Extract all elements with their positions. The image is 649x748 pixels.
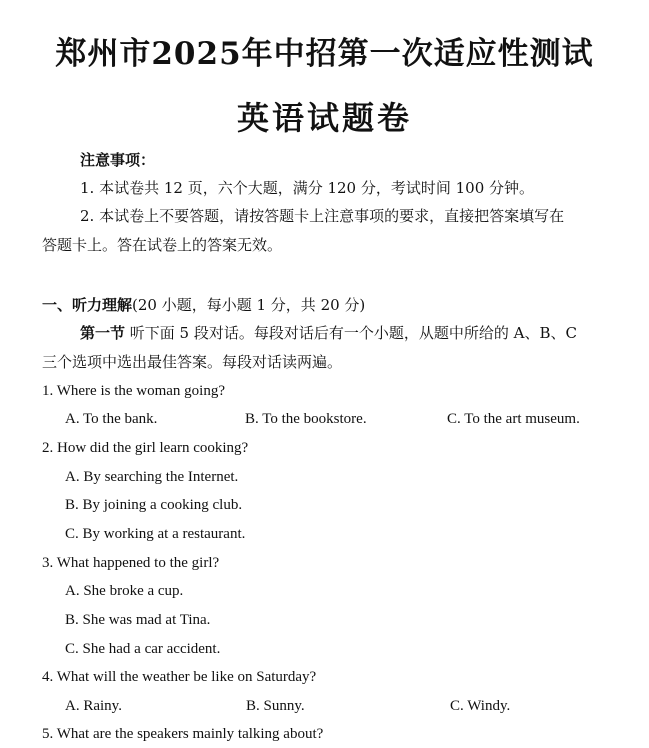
section-1-title: 一、听力理解	[42, 296, 133, 314]
question-4-option-c: C. Windy.	[450, 698, 511, 714]
exam-subtitle: 英语试题卷	[236, 99, 412, 137]
part-1-instruction-line-1	[80, 323, 577, 343]
question-4-option-a: A. Rainy.	[65, 698, 122, 714]
question-3: 3. What happened to the girl?	[42, 555, 220, 571]
exam-title: 郑州市2025年中招第一次适应性测试	[55, 36, 594, 72]
part-1-instruction-line-2: 三个选项中选出最佳答案。每段对话读两遍。	[42, 353, 343, 371]
section-1-scoring: (20 小题，每小题 1 分，共 20 分)	[132, 296, 366, 314]
notice-item-2-line-2: 答题卡上。答在试卷上的答案无效。	[42, 236, 283, 254]
question-1-option-c: C. To the art museum.	[447, 411, 580, 427]
question-2: 2. How did the girl learn cooking?	[42, 440, 249, 456]
question-1-option-a: A. To the bank.	[65, 411, 158, 427]
question-3-option-c: C. She had a car accident.	[65, 641, 221, 657]
question-3-option-a: A. She broke a cup.	[65, 583, 184, 599]
part-1-label: 第一节	[80, 324, 126, 342]
question-3-option-b: B. She was mad at Tina.	[65, 612, 211, 628]
section-1-heading	[42, 295, 365, 315]
question-5: 5. What are the speakers mainly talking about?	[42, 726, 324, 742]
part-1-instruction-text: 听下面 5 段对话。每段对话后有一个小题，从题中所给的 A、B、C	[125, 324, 577, 342]
notice-heading: 注意事项：	[80, 151, 156, 169]
question-4: 4. What will the weather be like on Saturday?	[42, 669, 317, 685]
question-1: 1. Where is the woman going?	[42, 383, 226, 399]
question-4-option-b: B. Sunny.	[246, 698, 305, 714]
notice-item-2-line-1: 2. 本试卷上不要答题，请按答题卡上注意事项的要求，直接把答案填写在	[80, 207, 565, 225]
question-2-option-c: C. By working at a restaurant.	[65, 526, 246, 542]
question-2-option-a: A. By searching the Internet.	[65, 469, 239, 485]
question-1-option-b: B. To the bookstore.	[245, 411, 367, 427]
notice-item-1: 1. 本试卷共 12 页，六个大题，满分 120 分，考试时间 100 分钟。	[80, 179, 535, 197]
question-2-option-b: B. By joining a cooking club.	[65, 497, 243, 513]
